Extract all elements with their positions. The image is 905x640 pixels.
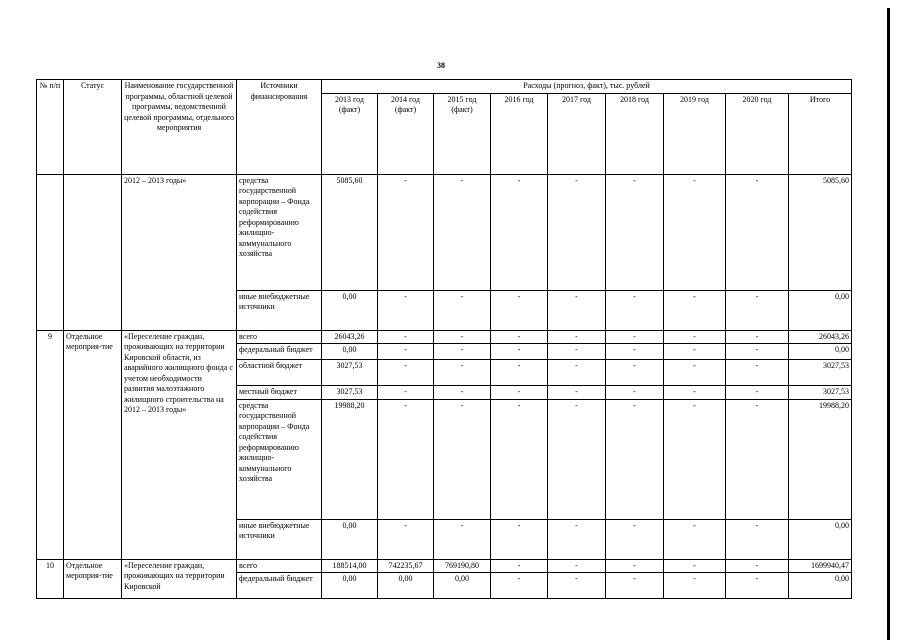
year-value: -	[726, 386, 789, 400]
year-value: -	[726, 519, 789, 559]
item-number: 9	[37, 330, 64, 559]
year-value: -	[726, 559, 789, 573]
expenses-table	[36, 79, 852, 599]
year-value: -	[491, 559, 548, 573]
year-value: -	[726, 399, 789, 519]
year-value: -	[548, 519, 606, 559]
year-value: -	[664, 360, 726, 386]
item-name: «Переселение граждан, проживающих на территории Кировской	[122, 559, 237, 599]
year-header: 2014 год (факт)	[378, 93, 434, 174]
year-value: -	[491, 519, 548, 559]
year-value: -	[664, 399, 726, 519]
page-number: 38	[437, 61, 445, 70]
year-value: -	[606, 519, 664, 559]
item-status	[64, 174, 122, 330]
year-value: -	[606, 344, 664, 360]
year-value: -	[491, 344, 548, 360]
funding-source: областной бюджет	[237, 360, 322, 386]
year-value: -	[606, 330, 664, 344]
year-value: 26043,26	[322, 330, 378, 344]
year-value: -	[664, 559, 726, 573]
col-expenses-header: Расходы (прогноз, факт), тыс. рублей	[322, 80, 852, 94]
year-value: -	[434, 330, 491, 344]
year-value: -	[664, 519, 726, 559]
total-value: 1699940,47	[789, 559, 852, 573]
year-value: -	[434, 519, 491, 559]
item-status: Отдельное мероприя-тие	[64, 330, 122, 559]
year-value: 0,00	[322, 290, 378, 330]
year-value: -	[664, 174, 726, 290]
year-header: 2019 год	[664, 93, 726, 174]
year-value: -	[378, 344, 434, 360]
year-value: -	[548, 386, 606, 400]
year-value: -	[548, 360, 606, 386]
year-value: -	[434, 174, 491, 290]
year-value: -	[491, 399, 548, 519]
col-name-header: Наименование государственной программы, областной целевой программы, ведомственной целевой программы, отдельного мероприятия	[122, 80, 237, 175]
total-value: 19988,20	[789, 399, 852, 519]
total-value: 0,00	[789, 519, 852, 559]
year-value: -	[548, 344, 606, 360]
year-value: -	[378, 399, 434, 519]
year-value: -	[726, 330, 789, 344]
total-value: 3027,53	[789, 386, 852, 400]
year-value: -	[378, 386, 434, 400]
total-value: 5085,60	[789, 174, 852, 290]
year-header: 2017 год	[548, 93, 606, 174]
year-header: 2020 год	[726, 93, 789, 174]
table-row	[37, 330, 852, 344]
item-name: 2012 – 2013 годы»	[122, 174, 237, 330]
year-value: -	[664, 573, 726, 599]
funding-source: всего	[237, 330, 322, 344]
year-value: -	[491, 360, 548, 386]
year-value: -	[378, 330, 434, 344]
year-value: -	[491, 174, 548, 290]
year-value: -	[606, 360, 664, 386]
page-edge-rule	[887, 8, 890, 640]
total-value: 3027,53	[789, 360, 852, 386]
year-value: -	[726, 174, 789, 290]
year-value: -	[378, 360, 434, 386]
year-value: -	[434, 386, 491, 400]
year-value: -	[606, 559, 664, 573]
year-value: -	[726, 360, 789, 386]
year-value: -	[378, 174, 434, 290]
year-value: -	[726, 344, 789, 360]
total-value: 0,00	[789, 573, 852, 599]
funding-source: средства государственной корпорации – Фонда содействия реформированию жилищно-коммунального хозяйства	[237, 174, 322, 290]
year-value: -	[491, 330, 548, 344]
year-value: 188514,00	[322, 559, 378, 573]
year-value: -	[491, 290, 548, 330]
year-value: -	[491, 573, 548, 599]
year-value: -	[664, 330, 726, 344]
year-value: 0,00	[322, 519, 378, 559]
total-value: 0,00	[789, 290, 852, 330]
funding-source: местный бюджет	[237, 386, 322, 400]
year-value: -	[548, 290, 606, 330]
header-row	[37, 80, 852, 94]
year-header: 2016 год	[491, 93, 548, 174]
year-value: -	[548, 399, 606, 519]
year-value: -	[606, 174, 664, 290]
total-value: 26043,26	[789, 330, 852, 344]
year-value: 5085,60	[322, 174, 378, 290]
year-value: -	[548, 559, 606, 573]
year-value: -	[548, 174, 606, 290]
year-value: 0,00	[322, 573, 378, 599]
year-value: -	[606, 573, 664, 599]
year-value: -	[378, 290, 434, 330]
funding-source: федеральный бюджет	[237, 344, 322, 360]
year-value: 742235,67	[378, 559, 434, 573]
funding-source: иные внебюджетные источники	[237, 519, 322, 559]
year-header: 2013 год (факт)	[322, 93, 378, 174]
year-value: -	[434, 360, 491, 386]
funding-source: средства государственной корпорации – Фонда содействия реформированию жилищно-коммунального хозяйства	[237, 399, 322, 519]
year-value: -	[491, 386, 548, 400]
year-value: -	[548, 330, 606, 344]
year-value: -	[434, 290, 491, 330]
item-number	[37, 174, 64, 330]
year-value: 3027,53	[322, 360, 378, 386]
funding-source: федеральный бюджет	[237, 573, 322, 599]
year-value: -	[726, 290, 789, 330]
table-row	[37, 559, 852, 573]
year-value: 3027,53	[322, 386, 378, 400]
year-value: -	[726, 573, 789, 599]
year-value: 0,00	[434, 573, 491, 599]
table-row	[37, 174, 852, 290]
funding-source: иные внебюджетные источники	[237, 290, 322, 330]
year-value: -	[606, 386, 664, 400]
funding-source: всего	[237, 559, 322, 573]
year-value: 19988,20	[322, 399, 378, 519]
item-name: «Переселение граждан, проживающих на территории Кировской области, из аварийного жилищного фонда с учетом необходимости развития малоэтажного жилищного строительства на 2012 – 2013 годы»	[122, 330, 237, 559]
year-value: -	[606, 290, 664, 330]
year-value: -	[664, 386, 726, 400]
col-sources-header: Источники финансирования	[237, 80, 322, 175]
year-value: 769190,80	[434, 559, 491, 573]
year-value: 0,00	[378, 573, 434, 599]
year-value: -	[378, 519, 434, 559]
year-value: -	[606, 399, 664, 519]
col-status-header: Статус	[64, 80, 122, 175]
year-value: -	[434, 344, 491, 360]
year-header: 2018 год	[606, 93, 664, 174]
year-value: 0,00	[322, 344, 378, 360]
item-number: 10	[37, 559, 64, 599]
item-status: Отдельное мероприя-тие	[64, 559, 122, 599]
year-value: -	[664, 290, 726, 330]
total-header: Итого	[789, 93, 852, 174]
year-value: -	[434, 399, 491, 519]
total-value: 0,00	[789, 344, 852, 360]
col-num-header: № п/п	[37, 80, 64, 175]
year-header: 2015 год (факт)	[434, 93, 491, 174]
year-value: -	[664, 344, 726, 360]
year-value: -	[548, 573, 606, 599]
